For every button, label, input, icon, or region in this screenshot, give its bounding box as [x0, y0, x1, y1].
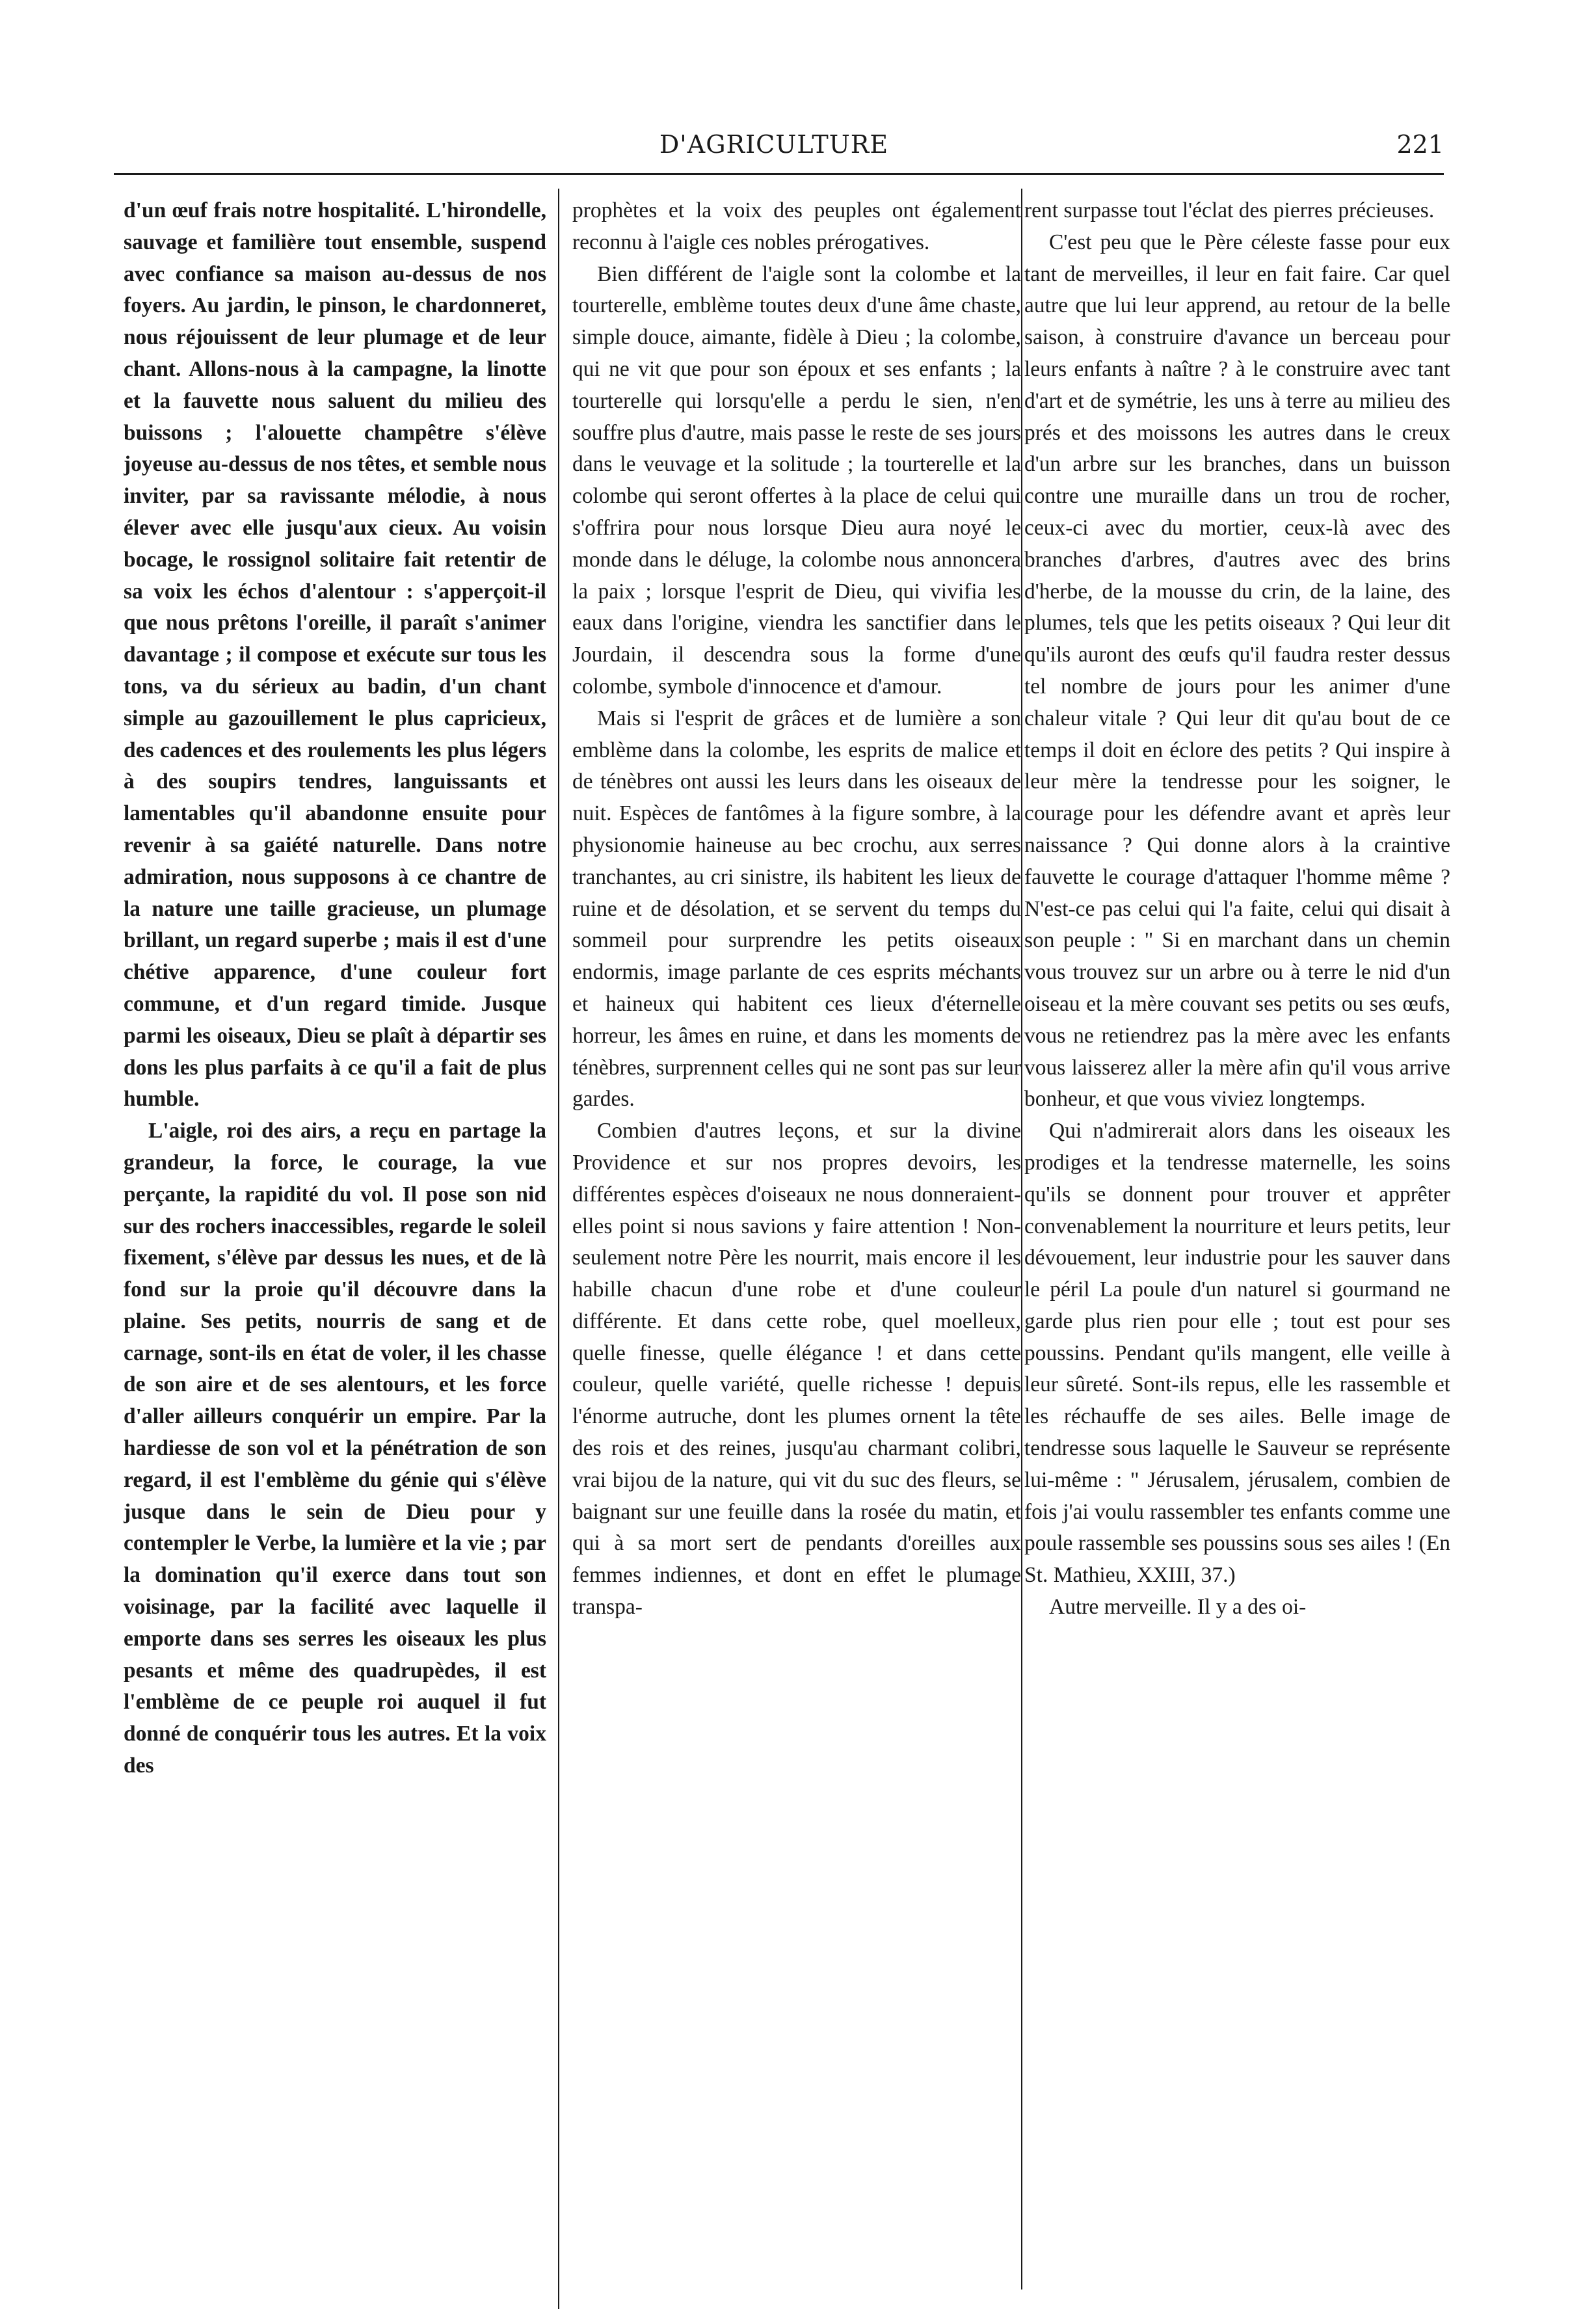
paragraph: Mais si l'esprit de grâces et de lumière a son emblème dans la colombe, les esprits de malice et de ténèbres ont aussi les leurs dans les oiseaux de nuit. Espèces de fantômes à la figure sombre, à la physionomie haineuse au bec crochu, aux serres tranchantes, au cri sinistre, ils habitent les lieux de ruine et de désolation, et se servent du temps du sommeil pour surprendre les petits oiseaux endormis, image parlante de ces esprits méchants et haineux qui habitent ces lieux d'éternelle horreur, les âmes en ruine, et dans les moments de ténèbres, surprennent celles qui ne sont pas sur leur gardes. [572, 706, 1021, 1112]
column-right [1024, 195, 1450, 2260]
paragraph: prophètes et la voix des peuples ont également reconnu à l'aigle ces nobles prérogatives. [572, 198, 1021, 254]
running-title: D'AGRICULTURE [659, 130, 889, 159]
column-divider [558, 189, 559, 2309]
paragraph: Bien différent de l'aigle sont la colombe et la tourterelle, emblème toutes deux d'une âme chaste, simple douce, aimante, fidèle à Dieu ; la colombe, qui ne vit que pour son époux et ses enfants ; la tourterelle qui lorsqu'elle a perdu le sien, n'en souffre plus d'autre, mais passe le reste de ses jours dans le veuvage et la solitude ; la tourterelle et la colombe qui seront offertes à la place de celui qui s'offrira pour nous lorsque Dieu aura noyé le monde dans le déluge, la colombe nous annoncera la paix ; lorsque l'esprit de Dieu, qui vivifia les eaux dans l'origine, viendra les sanctifier dans le Jourdain, il descendra sous la forme d'une colombe, symbole d'innocence et d'amour. [572, 261, 1021, 699]
running-head [104, 127, 1444, 167]
paragraph: L'aigle, roi des airs, a reçu en partage la grandeur, la force, le courage, la vue perçante, la rapidité du vol. Il pose son nid sur des rochers inaccessibles, regarde le soleil fixement, s'élève par dessus les nues, et de là fond sur la proie qu'il découvre dans la plaine. Ses petits, nourris de sang et de carnage, sont-ils en état de voler, il les chasse de son aire et de ses alentours, et les force d'aller ailleurs conquérir un empire. Par la hardiesse de son vol et la pénétration de son regard, il est l'emblème du génie qui s'élève jusque dans le sein de Dieu pour y contempler le Verbe, la lumière et la vie ; par la domination qu'il exerce dans tout son voisinage, par la facilité avec laquelle il emporte dans ses serres les oiseaux les plus pesants et même des quadrupèdes, il est l'emblème de ce peuple roi auquel il fut donné de conquérir tous les autres. Et la voix des [124, 1119, 546, 1778]
paragraph: Combien d'autres leçons, et sur la divine Providence et sur nos propres devoirs, les différentes espèces d'oiseaux ne nous donneraient-elles point si nous savions y faire attention ! Non-seulement notre Père les nourrit, mais encore il les habille chacun d'une robe et d'une couleur différente. Et dans cette robe, quel moelleux, quelle finesse, quelle élégance ! et dans cette couleur, quelle variété, quelle richesse ! depuis l'énorme autruche, dont les plumes ornent la tête des rois et des reines, jusqu'au charmant colibri, vrai bijou de la nature, qui vit du suc des fleurs, se baignant sur une feuille dans la rosée du matin, et qui à sa mort sert de pendants d'oreilles aux femmes indiennes, et dont en effet le plumage transpa- [572, 1119, 1021, 1620]
column-divider [1021, 189, 1022, 2289]
paragraph: Autre merveille. Il y a des oi- [1049, 1595, 1307, 1620]
paragraph: d'un œuf frais notre hospitalité. L'hirondelle, sauvage et familière tout ensemble, suspend avec confiance sa maison au-dessus de nos foyers. Au jardin, le pinson, le chardonneret, nous réjouissent de leur plumage et de leur chant. Allons-nous à la campagne, la linotte et la fauvette nous saluent du milieu des buissons ; l'alouette champêtre s'élève joyeuse au-dessus de nos têtes, et semble nous inviter, par sa ravissante mélodie, à nous élever avec elle jusqu'aux cieux. Au voisin bocage, le rossignol solitaire fait retentir de sa voix les échos d'alentour : s'apperçoit-il que nous prêtons l'oreille, il paraît s'animer davantage ; il compose et exécute sur tous les tons, va du sérieux au badin, d'un chant simple au gazouillement le plus capricieux, des cadences et des roulements les plus légers à des soupirs tendres, languissants et lamentables qu'il abandonne ensuite pour revenir à sa gaiété naturelle. Dans notre admiration, nous supposons à ce chantre de la nature une taille gracieuse, un plumage brillant, un regard superbe ; mais il est d'une chétive apparence, d'une couleur fort commune, et d'un regard timide. Jusque parmi les oiseaux, Dieu se plaît à départir ses dons les plus parfaits à ce qu'il a fait de plus humble. [124, 198, 546, 1112]
paragraph: C'est peu que le Père céleste fasse pour eux tant de merveilles, il leur en fait faire. Car quel autre que lui leur apprend, au retour de la belle saison, à construire d'avance un berceau pour leurs enfants à naître ? à le construire avec tant d'art et de symétrie, les uns à terre au milieu des prés et des moissons les autres dans le creux d'un arbre sur les branches, dans un buisson contre une muraille dans un trou de rocher, ceux-ci avec du mortier, ceux-là avec des branches d'arbres, d'autres avec des brins d'herbe, de la mousse du crin, de la laine, des plumes, tels que les petits oiseaux ? Qui leur dit qu'ils auront des œufs qu'il faudra rester dessus tel nombre de jours pour les animer d'une chaleur vitale ? Qui leur dit qu'au bout de ce temps il doit en éclore des petits ? Qui inspire à leur mère la tendresse pour les soigner, le courage pour les défendre avant et après leur naissance ? Qui donne alors à la craintive fauvette le courage d'attaquer l'homme même ? N'est-ce pas celui qui l'a faite, celui qui disait à son peuple : " Si en marchant dans un chemin vous trouvez sur un arbre ou à terre le nid d'un oiseau et la mère couvant ses petits ou ses œufs, vous ne retiendrez pas la mère avec les enfants vous laisserez aller la mère afin qu'il vous arrive bonheur, et que vous viviez longtemps. [1024, 230, 1450, 1112]
column-middle [572, 195, 1021, 2260]
paragraph: Qui n'admirerait alors dans les oiseaux les prodiges et la tendresse maternelle, les soins qu'ils se donnent pour trouver et apprêter convenablement la nourriture et leurs petits, leur dévouement, leur industrie pour les sauver dans le péril La poule d'un naturel si gourmand ne garde plus rien pour elle ; tout est pour ses poussins. Pendant qu'ils mangent, elle veille à leur sûreté. Sont-ils repus, elle les rassemble et les réchauffe de ses ailes. Belle image de tendresse sous laquelle le Sauveur se représente lui-même : " Jérusalem, jérusalem, combien de fois j'ai voulu rassembler tes enfants comme une poule rassemble ses poussins sous ses ailes ! (En St. Mathieu, XXIII, 37.) [1024, 1119, 1450, 1588]
column-left [124, 195, 546, 2260]
paragraph: rent surpasse tout l'éclat des pierres précieuses. [1024, 198, 1435, 222]
header-rule [114, 173, 1444, 175]
page-number: 221 [1396, 130, 1444, 159]
